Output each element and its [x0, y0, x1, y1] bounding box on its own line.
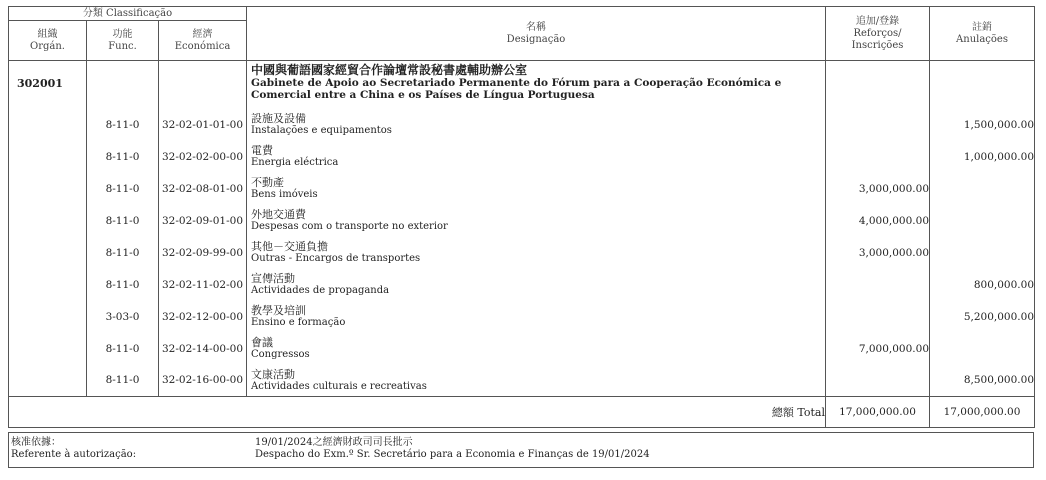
item-name-pt: Congressos: [251, 349, 310, 360]
anulacao-amount: 1,500,000.00: [930, 109, 1035, 141]
econ-code: 32-02-08-01-00: [159, 173, 247, 205]
func-code: 8-11-0: [87, 141, 159, 173]
econ-code: 32-02-09-99-00: [159, 237, 247, 269]
total-reforcos: 17,000,000.00: [826, 397, 930, 428]
organ-name: 中國與葡語國家經貿合作論壇常設秘書處輔助辦公室 Gabinete de Apoio ao Secretariado Permanente do Fórum para a Cooperação Económica e Comercial entre a China e os Países de Língua Portuguesa: [247, 61, 826, 109]
item-name-pt: Ensino e formação: [251, 317, 346, 328]
item-name-cn: 設施及設備: [251, 112, 306, 125]
anulacao-amount: [930, 333, 1035, 365]
item-name-pt: Despesas com o transporte no exterior: [251, 221, 448, 232]
table-row: [9, 205, 1035, 237]
item-name-pt: Actividades de propaganda: [251, 285, 390, 296]
authorization-box: [8, 432, 1034, 468]
anulacao-amount: [930, 205, 1035, 237]
budget-table: [8, 6, 1035, 428]
total-label: 總額 Total: [9, 397, 826, 428]
reforco-amount: 3,000,000.00: [826, 173, 930, 205]
classification-header: 分類 Classificação: [9, 7, 247, 21]
econ-code: 32-02-14-00-00: [159, 333, 247, 365]
reforco-amount: [826, 141, 930, 173]
total-row: [9, 397, 1035, 428]
func-code: 8-11-0: [87, 333, 159, 365]
anulacoes-header: 註銷 Anulações: [930, 7, 1035, 61]
anulacao-amount: 1,000,000.00: [930, 141, 1035, 173]
item-name-pt: Outras - Encargos de transportes: [251, 253, 421, 264]
func-code: 8-11-0: [87, 173, 159, 205]
item-name-cn: 電費: [251, 144, 273, 157]
econ-code: 32-02-02-00-00: [159, 141, 247, 173]
reforco-amount: [826, 109, 930, 141]
table-row: [9, 109, 1035, 141]
econ-code: 32-02-11-02-00: [159, 269, 247, 301]
table-row: [9, 237, 1035, 269]
anulacao-amount: [930, 237, 1035, 269]
reforco-amount: [826, 365, 930, 397]
item-name-pt: Bens imóveis: [251, 189, 318, 200]
reforco-amount: 7,000,000.00: [826, 333, 930, 365]
item-name-cn: 文康活動: [251, 367, 295, 381]
table-row: [9, 301, 1035, 333]
reforcos-header: 追加/登錄 Reforços/ Inscrições: [826, 7, 930, 61]
econ-header: 經濟 Económica: [159, 21, 247, 61]
anulacao-amount: [930, 173, 1035, 205]
table-row: [9, 365, 1035, 397]
authorization-label: 核准依據： Referente à autorização:: [11, 437, 137, 460]
func-code: 8-11-0: [87, 269, 159, 301]
func-header: 功能 Func.: [87, 21, 159, 61]
item-name-cn: 會議: [251, 336, 273, 349]
func-code: 8-11-0: [87, 205, 159, 237]
item-name-pt: Energia eléctrica: [251, 157, 339, 168]
anulacao-amount: 800,000.00: [930, 269, 1035, 301]
organ-header: 組織 Orgán.: [9, 21, 87, 61]
econ-code: 32-02-09-01-00: [159, 205, 247, 237]
anulacao-amount: 8,500,000.00: [930, 365, 1035, 397]
func-code: 3-03-0: [87, 301, 159, 333]
designation-header: 名稱 Designação: [247, 7, 826, 61]
table-row: [9, 333, 1035, 365]
item-name-cn: 不動產: [251, 176, 284, 189]
total-anulacoes: 17,000,000.00: [930, 397, 1035, 428]
item-name-pt: Instalações e equipamentos: [251, 125, 392, 136]
item-name-cn: 其他－交通負擔: [251, 240, 328, 253]
econ-code: 32-02-01-01-00: [159, 109, 247, 141]
item-name-cn: 教學及培訓: [251, 304, 306, 317]
table-row: [9, 269, 1035, 301]
reforco-amount: [826, 301, 930, 333]
econ-code: 32-02-16-00-00: [159, 365, 247, 397]
econ-code: 32-02-12-00-00: [159, 301, 247, 333]
func-code: 8-11-0: [87, 365, 159, 397]
func-code: 8-11-0: [87, 109, 159, 141]
item-name-pt: Actividades culturais e recreativas: [251, 380, 427, 392]
table-row: [9, 173, 1035, 205]
organ-code: 302001: [17, 77, 63, 90]
table-row: [9, 141, 1035, 173]
item-name-cn: 宣傳活動: [251, 272, 295, 285]
func-code: 8-11-0: [87, 237, 159, 269]
reforco-amount: [826, 269, 930, 301]
anulacao-amount: 5,200,000.00: [930, 301, 1035, 333]
item-name-cn: 外地交通費: [251, 208, 306, 221]
reforco-amount: 4,000,000.00: [826, 205, 930, 237]
authorization-text: 19/01/2024之經濟財政司司長批示 Despacho do Exm.º Sr. Secretário para a Economia e Finanças de 19/01/2024: [255, 437, 650, 460]
reforco-amount: 3,000,000.00: [826, 237, 930, 269]
